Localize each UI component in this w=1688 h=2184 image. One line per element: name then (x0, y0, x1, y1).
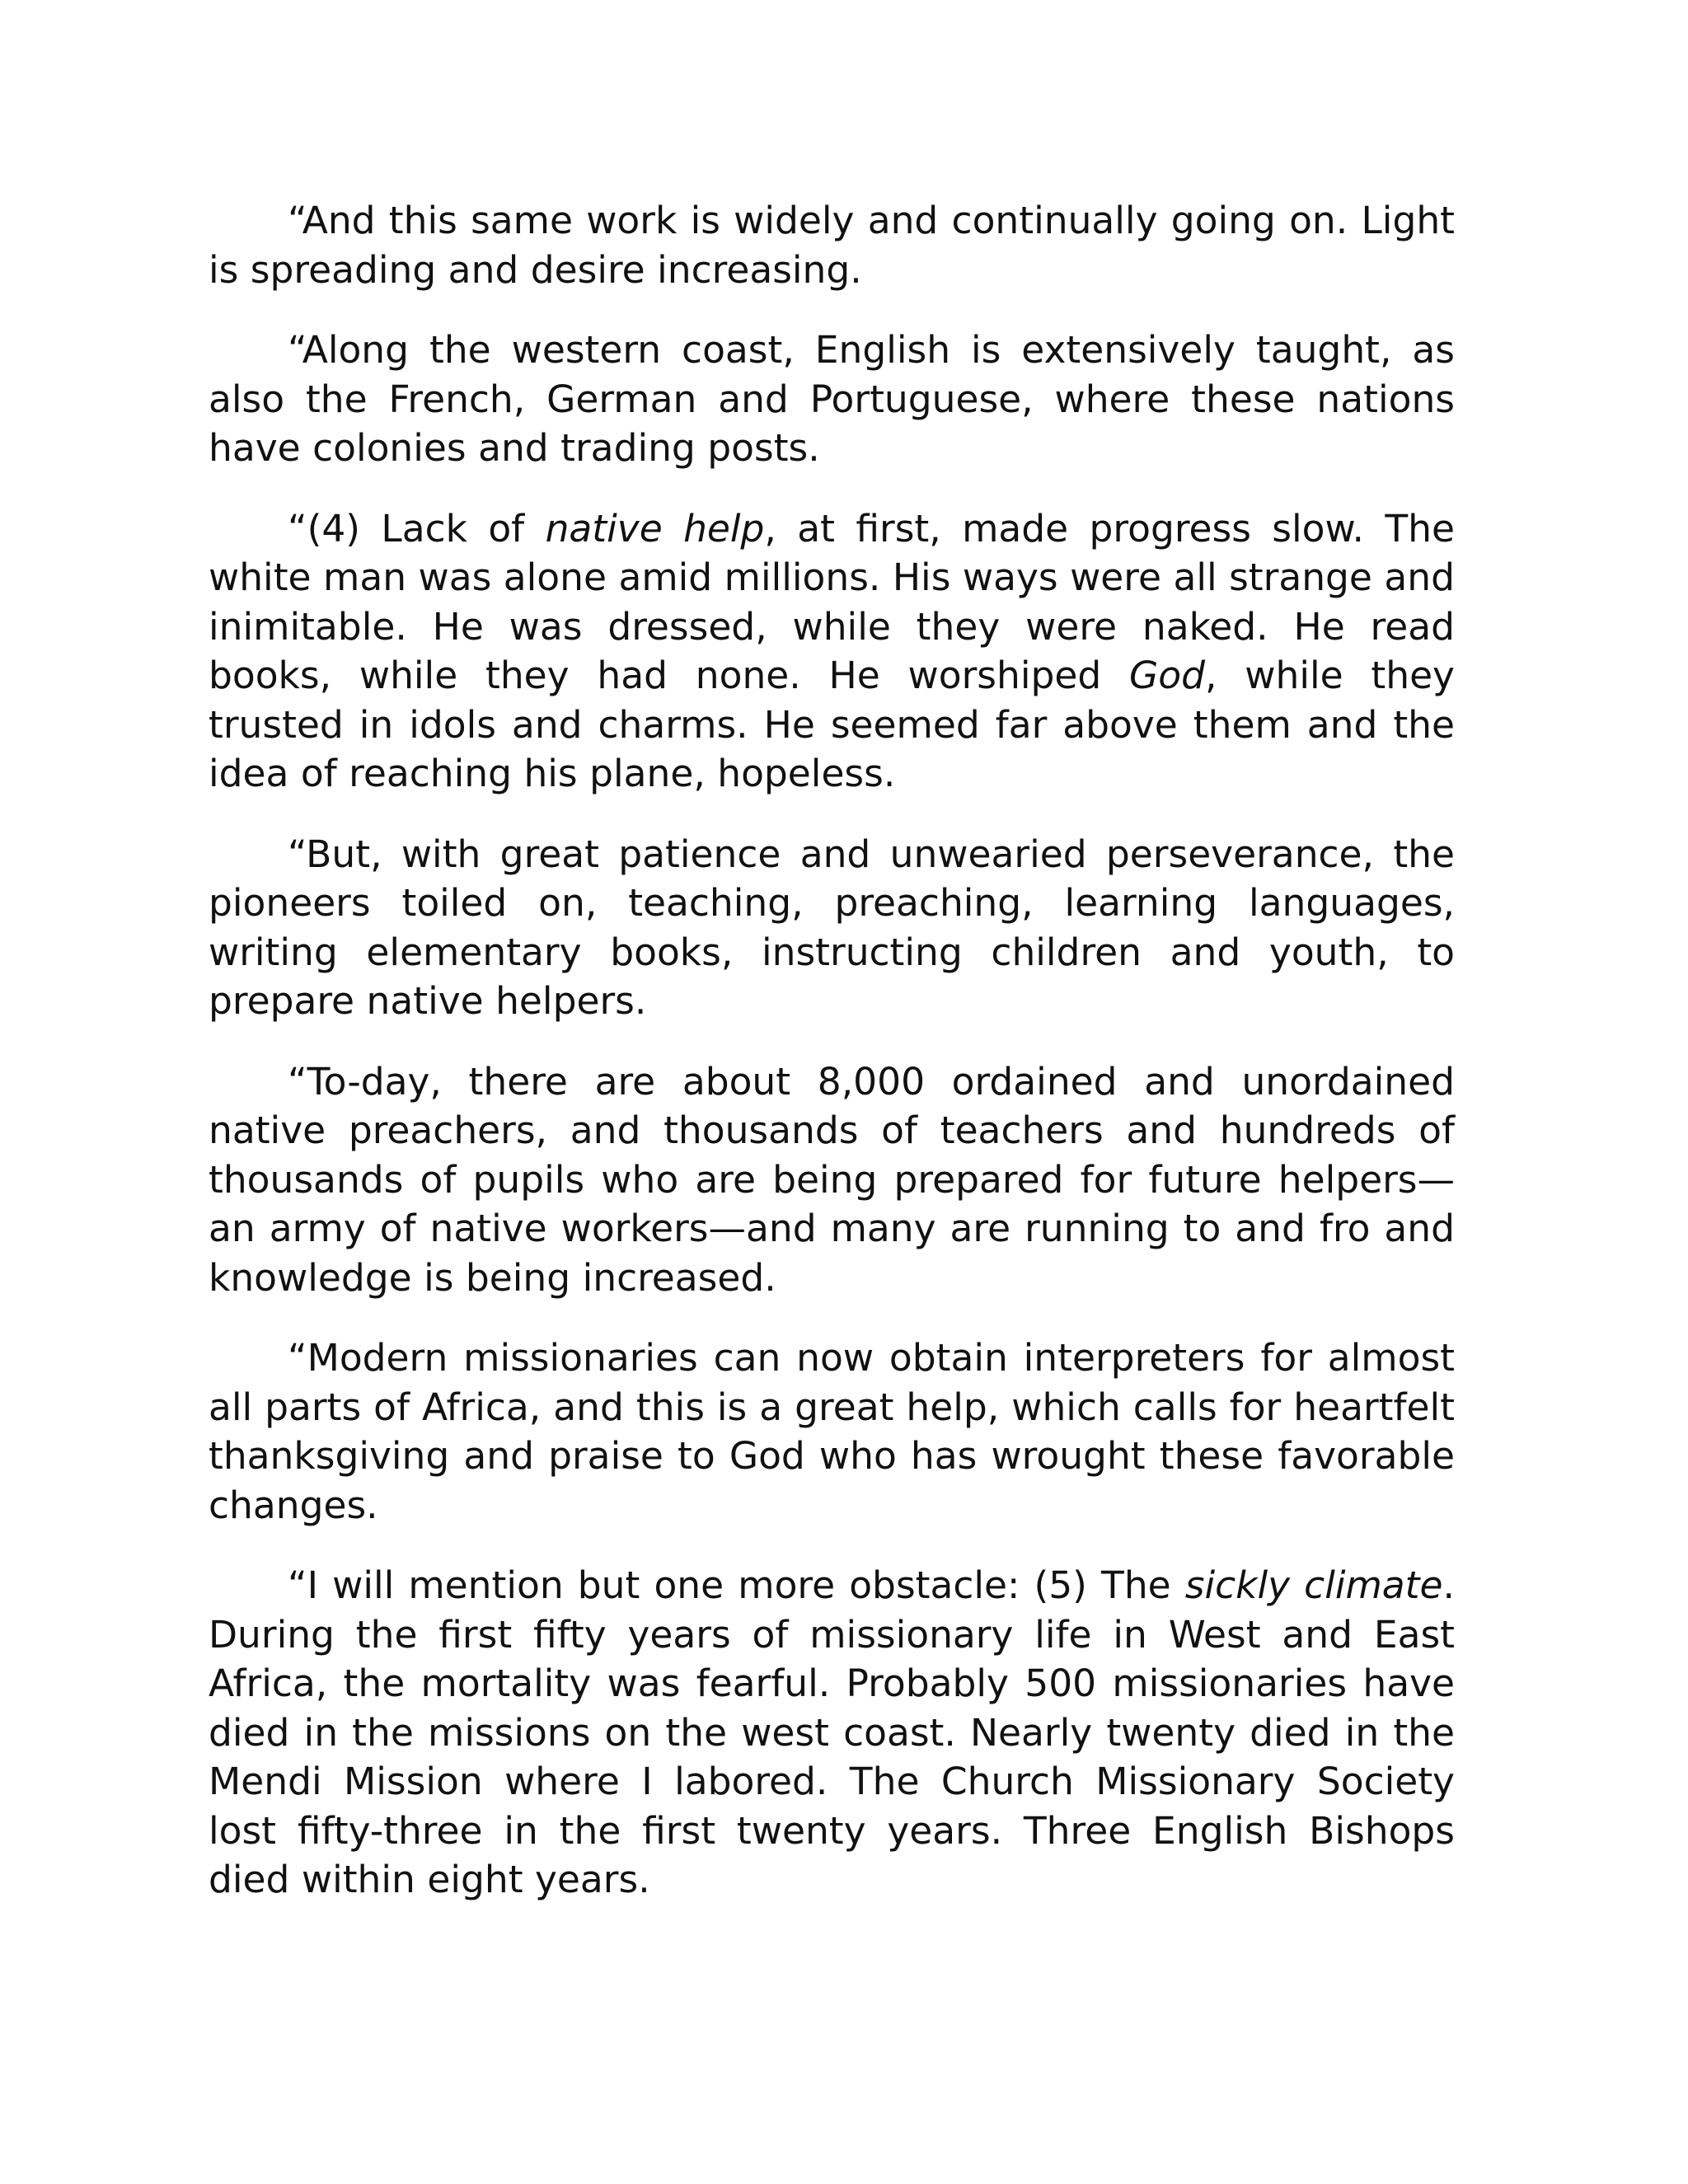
text-run: “I will mention but one more obstacle: (5) The (288, 1563, 1185, 1607)
paragraph (209, 1333, 1455, 1530)
text-run: “But, with great patience and unwearied perseverance, the pioneers toiled on, teaching, preaching, learning languages, writing elementary books, instructing children and youth, to prepare native helpers. (209, 832, 1455, 1023)
text-run: “Along the western coast, English is extensively taught, as also the French, German and Portuguese, where these nations have colonies and trading posts. (209, 328, 1455, 470)
paragraph (209, 504, 1455, 799)
paragraph (209, 326, 1455, 473)
text-run: , while they trusted in idols and charms. He seemed far above them and the idea of reaching his plane, hopeless. (209, 654, 1455, 795)
paragraph (209, 196, 1455, 294)
italic-phrase: God (1129, 654, 1206, 697)
text-run: “To-day, there are about 8,000 ordained and unordained native preachers, and thousands of teachers and hundreds of thousands of pupils who are being prepared for future helpers—an army of native workers—and many are running to and fro and knowledge is being increased. (209, 1059, 1455, 1300)
text-run: “And this same work is widely and continually going on. Light is spreading and desire increasing. (209, 199, 1455, 292)
document-page (209, 196, 1455, 1905)
text-run: . During the first fifty years of missionary life in West and East Africa, the mortality was fearful. Probably 500 missionaries have died in the missions on the west coast. Nearly twenty died in the Mendi Mission where I labored. The Church Missionary Society lost fifty-three in the first twenty years. Three English Bishops died within eight years. (209, 1563, 1455, 1901)
text-run: “(4) Lack of (288, 506, 546, 551)
paragraph (209, 830, 1455, 1026)
text-run: , at first, made progress slow. The white man was alone amid millions. His ways were all strange and inimitable. He was dressed, while they were naked. He read books, while they had none. He worshiped (209, 506, 1455, 697)
paragraph (209, 1057, 1455, 1303)
text-run: “Modern missionaries can now obtain interpreters for almost all parts of Africa, and this is a great help, which calls for heartfelt thanksgiving and praise to God who has wrought these favorable changes. (209, 1336, 1455, 1527)
italic-phrase: sickly climate (1184, 1563, 1443, 1607)
italic-phrase: native help (545, 506, 765, 551)
paragraph (209, 1561, 1455, 1905)
